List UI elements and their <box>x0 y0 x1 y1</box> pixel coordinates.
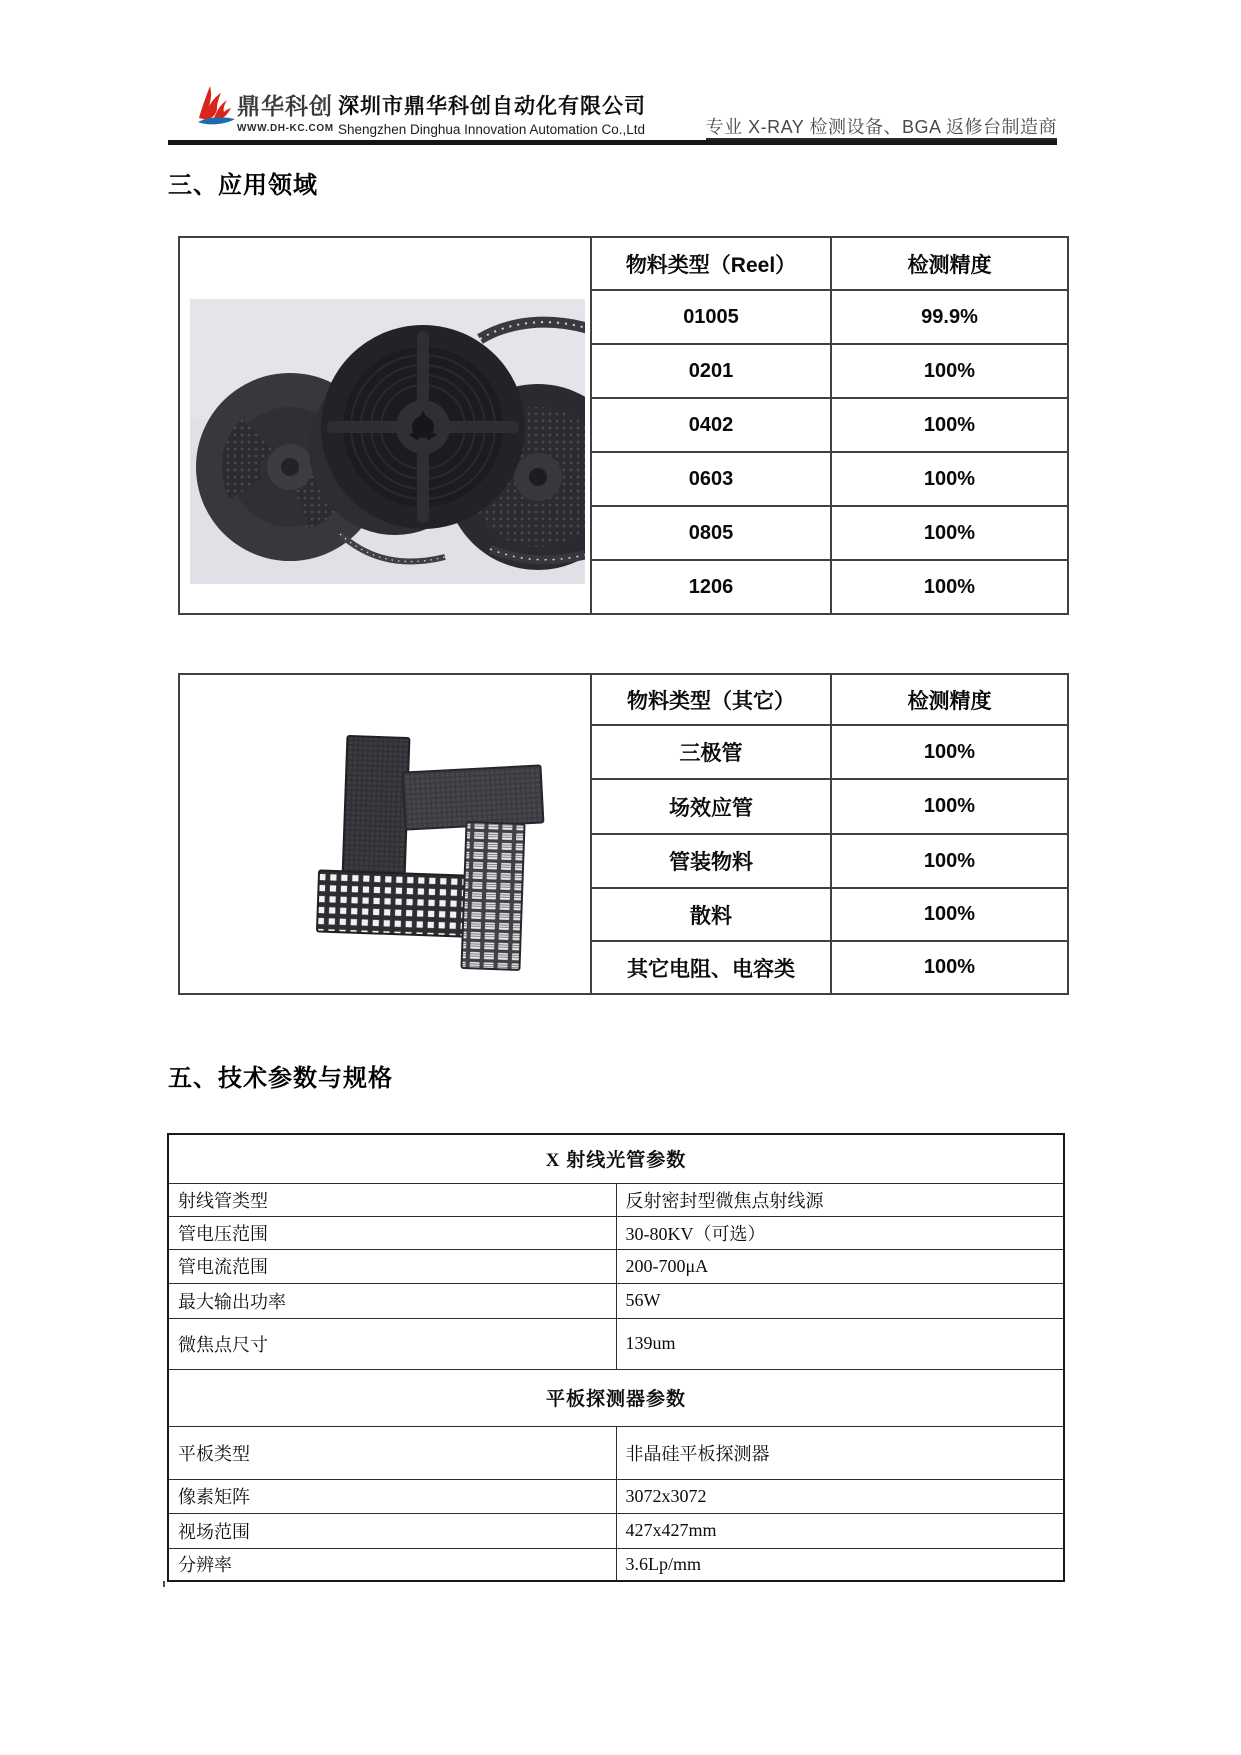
precision-cell: 100% <box>831 344 1068 398</box>
precision-cell: 100% <box>831 941 1068 994</box>
logo-text: 鼎华科创 <box>237 93 333 119</box>
panel-params-header: 平板探测器参数 <box>168 1369 1064 1426</box>
table-row <box>168 1318 1064 1369</box>
spec-value: 3072x3072 <box>616 1479 1064 1513</box>
logo-url: WWW.DH-KC.COM <box>237 123 334 134</box>
reel-photo-cell <box>179 237 591 614</box>
spec-label: 微焦点尺寸 <box>168 1318 616 1369</box>
material-type-cell: 散料 <box>591 888 831 941</box>
spec-label: 视场范围 <box>168 1513 616 1548</box>
precision-cell: 99.9% <box>831 290 1068 344</box>
spec-value: 反射密封型微焦点射线源 <box>616 1183 1064 1216</box>
spec-label: 最大输出功率 <box>168 1283 616 1318</box>
xray-params-header: X 射线光管参数 <box>168 1134 1064 1183</box>
table-row <box>168 1426 1064 1479</box>
spec-value: 56W <box>616 1283 1064 1318</box>
reel-type-cell: 01005 <box>591 290 831 344</box>
precision-cell: 100% <box>831 888 1068 941</box>
reel-type-cell: 1206 <box>591 560 831 614</box>
reel-type-cell: 0402 <box>591 398 831 452</box>
header-tagline: 专业 X-RAY 检测设备、BGA 返修台制造商 <box>560 113 1057 139</box>
reel-type-cell: 0805 <box>591 506 831 560</box>
precision-cell: 100% <box>831 398 1068 452</box>
spec-table <box>167 1133 1065 1582</box>
precision-cell: 100% <box>831 834 1068 888</box>
component-reels-photo <box>190 299 585 584</box>
precision-cell: 100% <box>831 725 1068 779</box>
other-materials-table <box>178 673 1069 995</box>
material-type-cell: 其它电阻、电容类 <box>591 941 831 994</box>
logo-text-block <box>237 88 347 134</box>
material-type-cell: 场效应管 <box>591 779 831 834</box>
ic-trays-photo <box>316 731 546 971</box>
spec-value: 427x427mm <box>616 1513 1064 1548</box>
material-type-cell: 三极管 <box>591 725 831 779</box>
stray-mark <box>163 1581 165 1587</box>
reel-table-col-type: 物料类型（Reel） <box>591 237 831 290</box>
precision-cell: 100% <box>831 506 1068 560</box>
spec-value: 200-700μA <box>616 1249 1064 1283</box>
table-row <box>168 1548 1064 1581</box>
spec-value: 非晶硅平板探测器 <box>616 1426 1064 1479</box>
company-name-en: Shengzhen Dinghua Innovation Automation Co.,Ltd <box>338 122 645 137</box>
tray-photo-cell <box>179 674 591 994</box>
spec-label: 管电流范围 <box>168 1249 616 1283</box>
logo-flame-icon <box>197 84 237 128</box>
spec-label: 像素矩阵 <box>168 1479 616 1513</box>
other-table-col-precision: 检测精度 <box>831 674 1068 725</box>
table-row <box>168 1513 1064 1548</box>
precision-cell: 100% <box>831 452 1068 506</box>
header-rule <box>168 140 1057 145</box>
spec-value: 3.6Lp/mm <box>616 1548 1064 1581</box>
spec-value: 30-80KV（可选） <box>616 1216 1064 1249</box>
spec-label: 分辨率 <box>168 1548 616 1581</box>
precision-cell: 100% <box>831 560 1068 614</box>
table-row <box>168 1479 1064 1513</box>
table-row <box>168 1283 1064 1318</box>
section-title-specs: 五、技术参数与规格 <box>168 1065 393 1092</box>
reel-table <box>178 236 1069 615</box>
spec-label: 管电压范围 <box>168 1216 616 1249</box>
spec-value: 139um <box>616 1318 1064 1369</box>
spec-label: 射线管类型 <box>168 1183 616 1216</box>
material-type-cell: 管装物料 <box>591 834 831 888</box>
precision-cell: 100% <box>831 779 1068 834</box>
other-table-col-type: 物料类型（其它） <box>591 674 831 725</box>
spec-label: 平板类型 <box>168 1426 616 1479</box>
table-row <box>168 1216 1064 1249</box>
table-row <box>168 1249 1064 1283</box>
company-name-cn: 深圳市鼎华科创自动化有限公司 <box>338 95 646 118</box>
table-row <box>168 1183 1064 1216</box>
reel-table-col-precision: 检测精度 <box>831 237 1068 290</box>
section-title-applications: 三、应用领域 <box>168 172 318 199</box>
reel-type-cell: 0603 <box>591 452 831 506</box>
reel-type-cell: 0201 <box>591 344 831 398</box>
